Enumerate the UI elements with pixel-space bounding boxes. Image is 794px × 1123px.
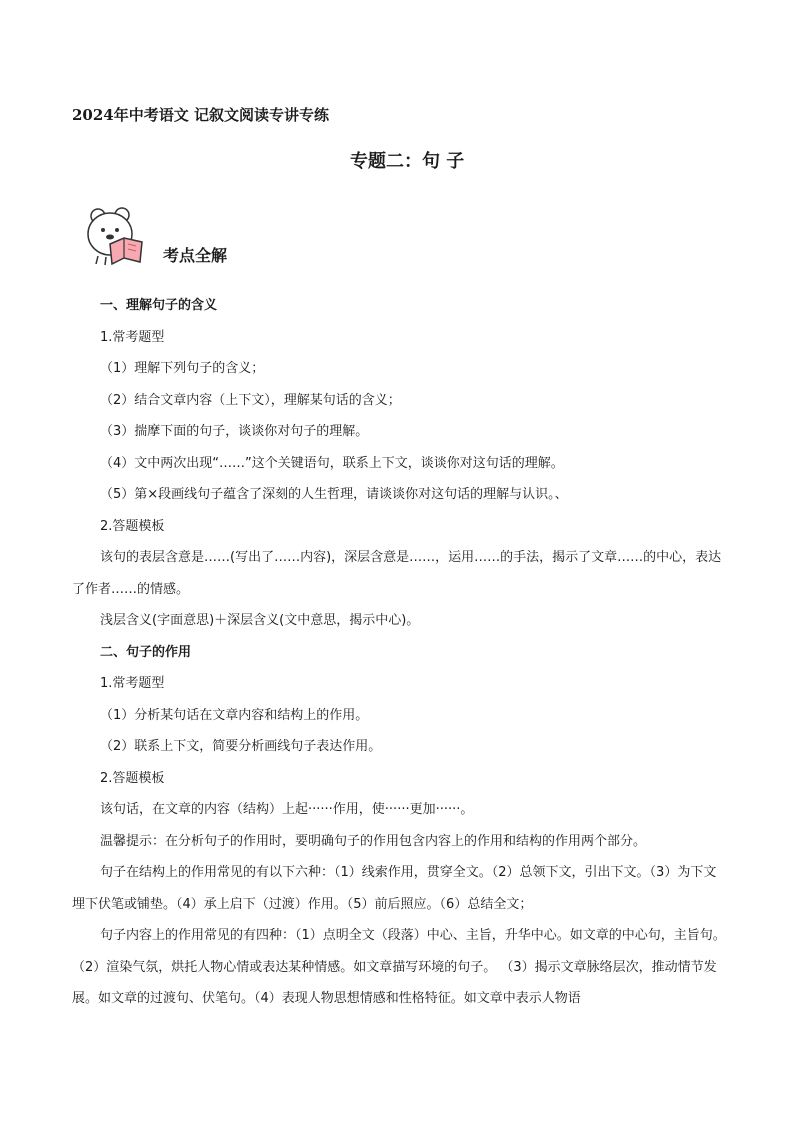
paragraph: 该句的表层含意是……(写出了……内容)，深层含意是……，运用……的手法，揭示了文章……的中心，表达了作者……的情感。 bbox=[72, 550, 722, 597]
subheading: 2.答题模板 bbox=[100, 518, 165, 534]
formula-line: 浅层含义(字面意思)＋深层含义(文中意思，揭示中心)。 bbox=[100, 613, 420, 628]
tip-line: 温馨提示：在分析句子的作用时，要明确句子的作用包含内容上的作用和结构的作用两个部分。 bbox=[100, 833, 647, 849]
list-item: （2）联系上下文，简要分析画线句子表达作用。 bbox=[100, 739, 382, 754]
section-heading: 二、句子的作用 bbox=[100, 644, 192, 660]
list-item: （3）揣摩下面的句子，谈谈你对句子的理解。 bbox=[100, 424, 369, 439]
section-banner: 考点全解 bbox=[163, 246, 228, 265]
list-item: （1）分析某句话在文章内容和结构上的作用。 bbox=[100, 707, 369, 723]
section-heading: 一、理解句子的含义 bbox=[100, 298, 218, 313]
list-item: （5）第×段画线句子蕴含了深刻的人生哲理，请谈谈你对这句话的理解与认识。、 bbox=[100, 487, 568, 502]
paragraph: 句子内容上的作用常见的有四种：（1）点明全文（段落）中心、主旨，升华中心。如文章的中心句，主旨句。（2）渲染气氛，烘托人物心情或表达某种情感。如文章描写环境的句子。 （3）揭示文章脉络层次，推动情节发展。如文章的过渡句、伏笔句。（4）表现人物思想情感和性格特征。如文章中表示人物语 bbox=[72, 928, 726, 1006]
bear-reading-book-icon bbox=[84, 204, 150, 268]
list-item: （1）理解下列句子的含义； bbox=[100, 361, 265, 376]
subheading: 1.常考题型 bbox=[100, 329, 165, 345]
subheading: 1.常考题型 bbox=[100, 676, 165, 691]
paragraph: 句子在结构上的作用常见的有以下六种：（1）线索作用，贯穿全文。（2）总领下文，引出下文。（3）为下文埋下伏笔或铺垫。（4）承上启下（过渡）作用。（5）前后照应。（6）总结全文； bbox=[72, 865, 717, 912]
topic-title: 专题二：句 子 bbox=[350, 151, 465, 172]
template-line: 该句话，在文章的内容（结构）上起······作用，使······更加······。 bbox=[100, 802, 474, 817]
document-header-title: 2024年中考语文 记叙文阅读专讲专练 bbox=[72, 106, 329, 124]
subheading: 2.答题模板 bbox=[100, 770, 165, 786]
document-body bbox=[72, 290, 728, 1015]
list-item: （4）文中两次出现“……”这个关键语句，联系上下文，谈谈你对这句话的理解。 bbox=[100, 455, 564, 471]
list-item: （2）结合文章内容（上下文），理解某句话的含义； bbox=[100, 392, 401, 408]
